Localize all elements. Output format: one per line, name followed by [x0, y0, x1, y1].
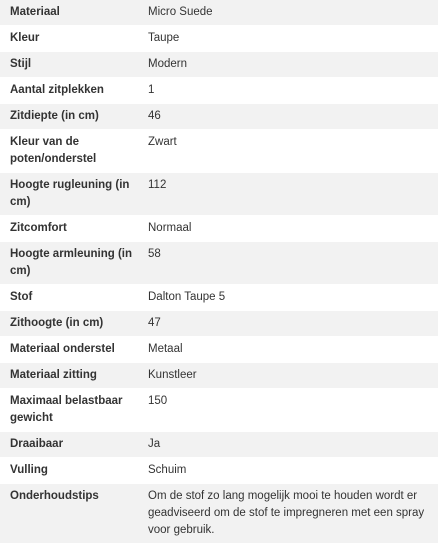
spec-value: Kunstleer	[148, 369, 197, 381]
spec-label: Zitdiepte (in cm)	[10, 110, 99, 122]
spec-value: Schuim	[148, 464, 187, 476]
spec-value: Om de stof zo lang mogelijk mooi te houden wordt er geadviseerd om de stof te impregneren met een spray voor gebruik.	[148, 490, 425, 536]
spec-label: Materiaal onderstel	[10, 343, 115, 355]
spec-label: Draaibaar	[10, 438, 64, 450]
spec-label: Maximaal belastbaar gewicht	[10, 395, 123, 424]
spec-label: Kleur	[10, 32, 40, 44]
spec-value: 58	[148, 248, 161, 260]
spec-value: Modern	[148, 58, 187, 70]
spec-value: Micro Suede	[148, 6, 213, 18]
spec-row-vulling	[0, 458, 438, 484]
spec-value: Zwart	[148, 136, 177, 148]
spec-row-materiaal	[0, 0, 438, 26]
spec-label: Kleur van de poten/onderstel	[10, 136, 97, 165]
spec-row-materiaal-onderstel	[0, 337, 438, 363]
spec-row-zithoogte	[0, 311, 438, 337]
spec-row-hoogte-armleuning	[0, 242, 438, 285]
spec-label: Materiaal	[10, 6, 60, 18]
spec-value: 112	[148, 179, 167, 191]
spec-row-draaibaar	[0, 432, 438, 458]
spec-row-materiaal-zitting	[0, 363, 438, 389]
spec-row-zitdiepte	[0, 104, 438, 130]
spec-row-onderhoudstips	[0, 484, 438, 544]
spec-label: Aantal zitplekken	[10, 84, 104, 96]
spec-row-kleur	[0, 26, 438, 52]
spec-value: Ja	[148, 438, 161, 450]
spec-label: Onderhoudstips	[10, 490, 99, 502]
spec-label: Hoogte rugleuning (in cm)	[10, 179, 130, 208]
spec-value: 46	[148, 110, 161, 122]
spec-label: Stijl	[10, 58, 32, 70]
spec-value: 150	[148, 395, 168, 407]
spec-row-kleur-poten	[0, 130, 438, 173]
spec-row-zitcomfort	[0, 216, 438, 242]
spec-label: Materiaal zitting	[10, 369, 97, 381]
spec-value: 47	[148, 317, 161, 329]
spec-label: Hoogte armleuning (in cm)	[10, 248, 133, 277]
spec-label: Zithoogte (in cm)	[10, 317, 104, 329]
spec-label: Vulling	[10, 464, 48, 476]
spec-label: Zitcomfort	[10, 222, 67, 234]
spec-value: Normaal	[148, 222, 192, 234]
spec-row-stijl	[0, 52, 438, 78]
spec-row-aantal-zitplekken	[0, 78, 438, 104]
spec-row-stof	[0, 285, 438, 311]
spec-label: Stof	[10, 291, 33, 303]
spec-value: Taupe	[148, 32, 180, 44]
spec-value: 1	[148, 84, 155, 96]
spec-value: Dalton Taupe 5	[148, 291, 226, 303]
spec-value: Metaal	[148, 343, 183, 355]
spec-row-hoogte-rugleuning	[0, 173, 438, 216]
spec-row-maximaal-belastbaar-gewicht	[0, 389, 438, 432]
